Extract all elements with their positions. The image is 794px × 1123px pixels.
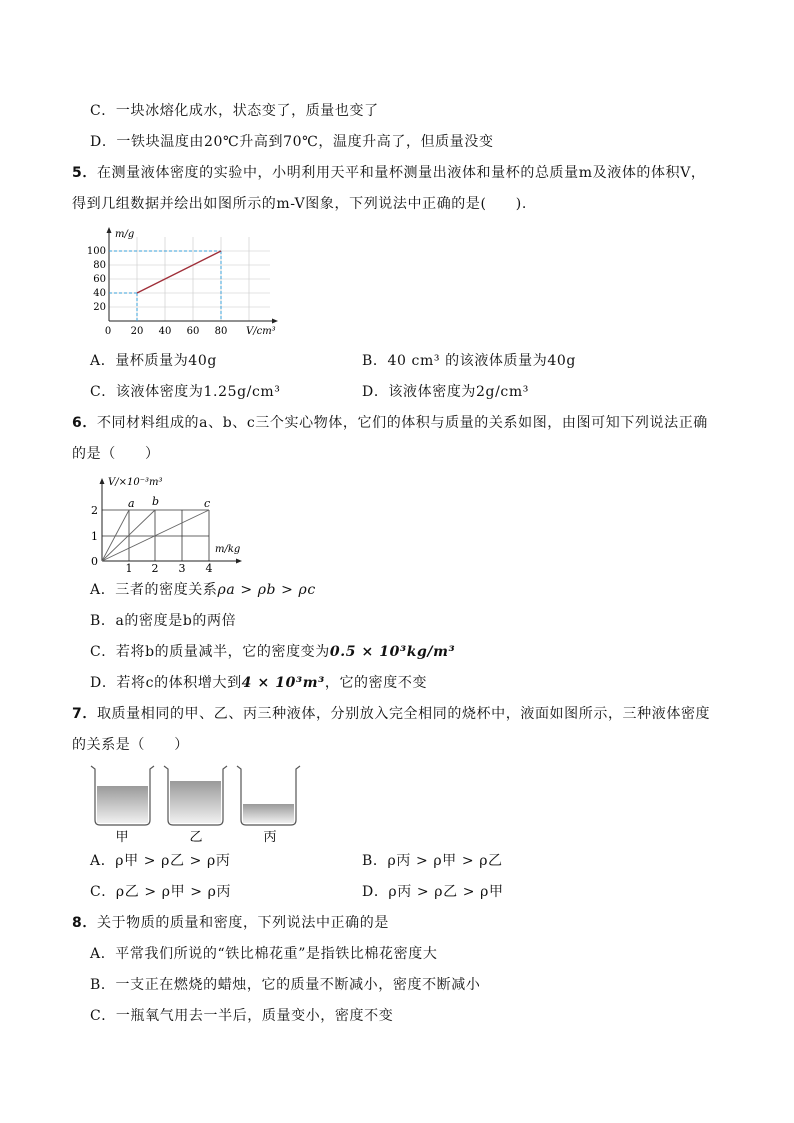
q6-x-tick: 2 [151,562,159,575]
q5-stem-line2: 得到几组数据并绘出如图所示的m-V图象，下列说法中正确的是( ). [72,196,527,212]
q4-option-d: D．一铁块温度由20℃升高到70℃，温度升高了，但质量没变 [90,134,494,150]
q6-option-d-text: D．若将c的体积增大到 [90,675,242,691]
q8-stem-text: 关于物质的质量和密度，下列说法中正确的是 [96,915,389,931]
q6-y-tick: 2 [91,504,98,517]
q4-option-c: C．一块冰熔化成水，状态变了，质量也变了 [90,103,379,119]
q6-x-axis-label: m/kg [215,544,241,555]
q6-line-c [102,510,209,561]
q5-mv-graph [86,222,285,342]
q7-beakers [88,762,308,846]
q6-option-a [90,580,316,600]
q6-stem-text1: 不同材料组成的a、b、c三个实心物体，它们的体积与质量的关系如图，由图可知下列说法正确 [96,415,708,431]
beaker-label-bing: 丙 [263,830,277,845]
q7-option-b: B．ρ丙 > ρ甲 > ρ乙 [362,853,503,869]
q5-number: 5． [72,165,97,181]
q6-option-d [90,673,427,693]
q5-y-tick: 60 [93,274,106,285]
q6-y-ticks [91,504,98,568]
beaker-yi [164,766,227,825]
q5-stem-text1: 在测量液体密度的实验中，小明利用天平和量杯测量出液体和量杯的总质量m及液体的体积V， [96,165,706,181]
q5-x-tick: 80 [214,326,228,337]
q6-x-tick: 1 [125,562,133,575]
q6-label-c: c [204,497,211,510]
q5-y-arrow [107,227,112,233]
q6-stem-line1 [72,413,708,433]
beaker-bing [237,766,300,825]
q5-x-arrow [272,319,278,324]
q7-stem-text1: 取质量相同的甲、乙、丙三种液体，分别放入完全相同的烧杯中，液面如图所示，三种液体密度 [96,706,711,722]
beaker-bing-liquid [243,804,294,823]
beaker-yi-liquid [170,781,221,823]
q5-option-a: A．量杯质量为40g [90,353,217,369]
q8-number: 8． [72,915,97,931]
q6-vm-graph [88,472,263,574]
q6-option-d-math: 4 × 10³m³ [241,675,325,691]
q6-stem-line2: 的是（ ） [72,446,160,462]
q5-x-ticks [105,326,228,337]
q6-y-axis-label: V/×10⁻³m³ [108,477,163,488]
q8-option-c: C．一瓶氧气用去一半后，质量变小，密度不变 [90,1008,394,1024]
q5-y-tick: 20 [93,302,106,313]
q5-option-c: C．该液体密度为1.25g/cm³ [90,384,281,400]
q6-option-d-tail: ，它的密度不变 [324,675,428,691]
q5-option-d: D．该液体密度为2g/cm³ [362,384,529,400]
q5-y-ticks [87,246,106,313]
q8-stem [72,913,389,933]
q5-x-axis-label: V/cm³ [246,326,276,337]
q6-y-tick: 1 [91,530,98,543]
q7-number: 7． [72,706,97,722]
q6-line-a [102,510,129,561]
q5-data-line [137,251,221,293]
q6-y-tick: 0 [91,555,98,568]
q5-y-axis-label: m/g [115,229,135,240]
q5-x-tick: 60 [186,326,200,337]
q6-x-arrow [236,559,242,564]
beaker-label-jia: 甲 [115,830,129,845]
q7-option-c: C．ρ乙 > ρ甲 > ρ丙 [90,884,232,900]
q7-stem-line1 [72,704,710,724]
q5-x-tick: 20 [130,326,144,337]
q6-line-labels [128,495,210,510]
beaker-label-yi: 乙 [189,830,203,845]
q5-y-tick: 40 [93,288,106,299]
q5-y-tick: 80 [93,260,106,271]
q6-x-ticks [126,562,213,575]
q6-option-c [90,642,455,662]
q5-x-tick: 0 [104,326,112,337]
q6-label-a: a [128,497,135,510]
q5-option-b: B．40 cm³ 的该液体质量为40g [362,353,576,369]
q6-option-a-math: ρa > ρb > ρc [217,582,316,598]
q6-option-b: B．a的密度是b的两倍 [90,613,237,629]
q5-grid [109,237,270,321]
q6-option-c-text: C．若将b的质量减半，它的密度变为 [90,644,330,660]
q5-x-tick: 40 [158,326,172,337]
q7-stem-line2: 的关系是（ ） [72,737,189,753]
q8-option-a: A．平常我们所说的“铁比棉花重”是指铁比棉花密度大 [90,946,438,962]
q7-option-a: A．ρ甲 > ρ乙 > ρ丙 [90,853,231,869]
q6-line-b [102,510,155,561]
q5-y-tick: 100 [86,246,106,257]
q6-lines [102,510,209,561]
q6-option-a-text: A．三者的密度关系 [90,582,218,598]
q6-label-b: b [152,495,160,508]
q6-number: 6． [72,415,97,431]
beaker-jia [91,766,154,825]
q6-option-c-math: 0.5 × 10³kg/m³ [329,644,456,660]
beaker-jia-liquid [97,786,148,823]
q5-stem-line1 [72,163,706,183]
q6-y-arrow [100,478,105,484]
q6-x-tick: 3 [178,562,186,575]
q7-beaker-labels [115,830,276,845]
q6-x-tick: 4 [205,562,213,575]
q8-option-b: B．一支正在燃烧的蜡烛，它的质量不断减小，密度不断减小 [90,977,481,993]
q7-option-d: D．ρ丙 > ρ乙 > ρ甲 [362,884,504,900]
